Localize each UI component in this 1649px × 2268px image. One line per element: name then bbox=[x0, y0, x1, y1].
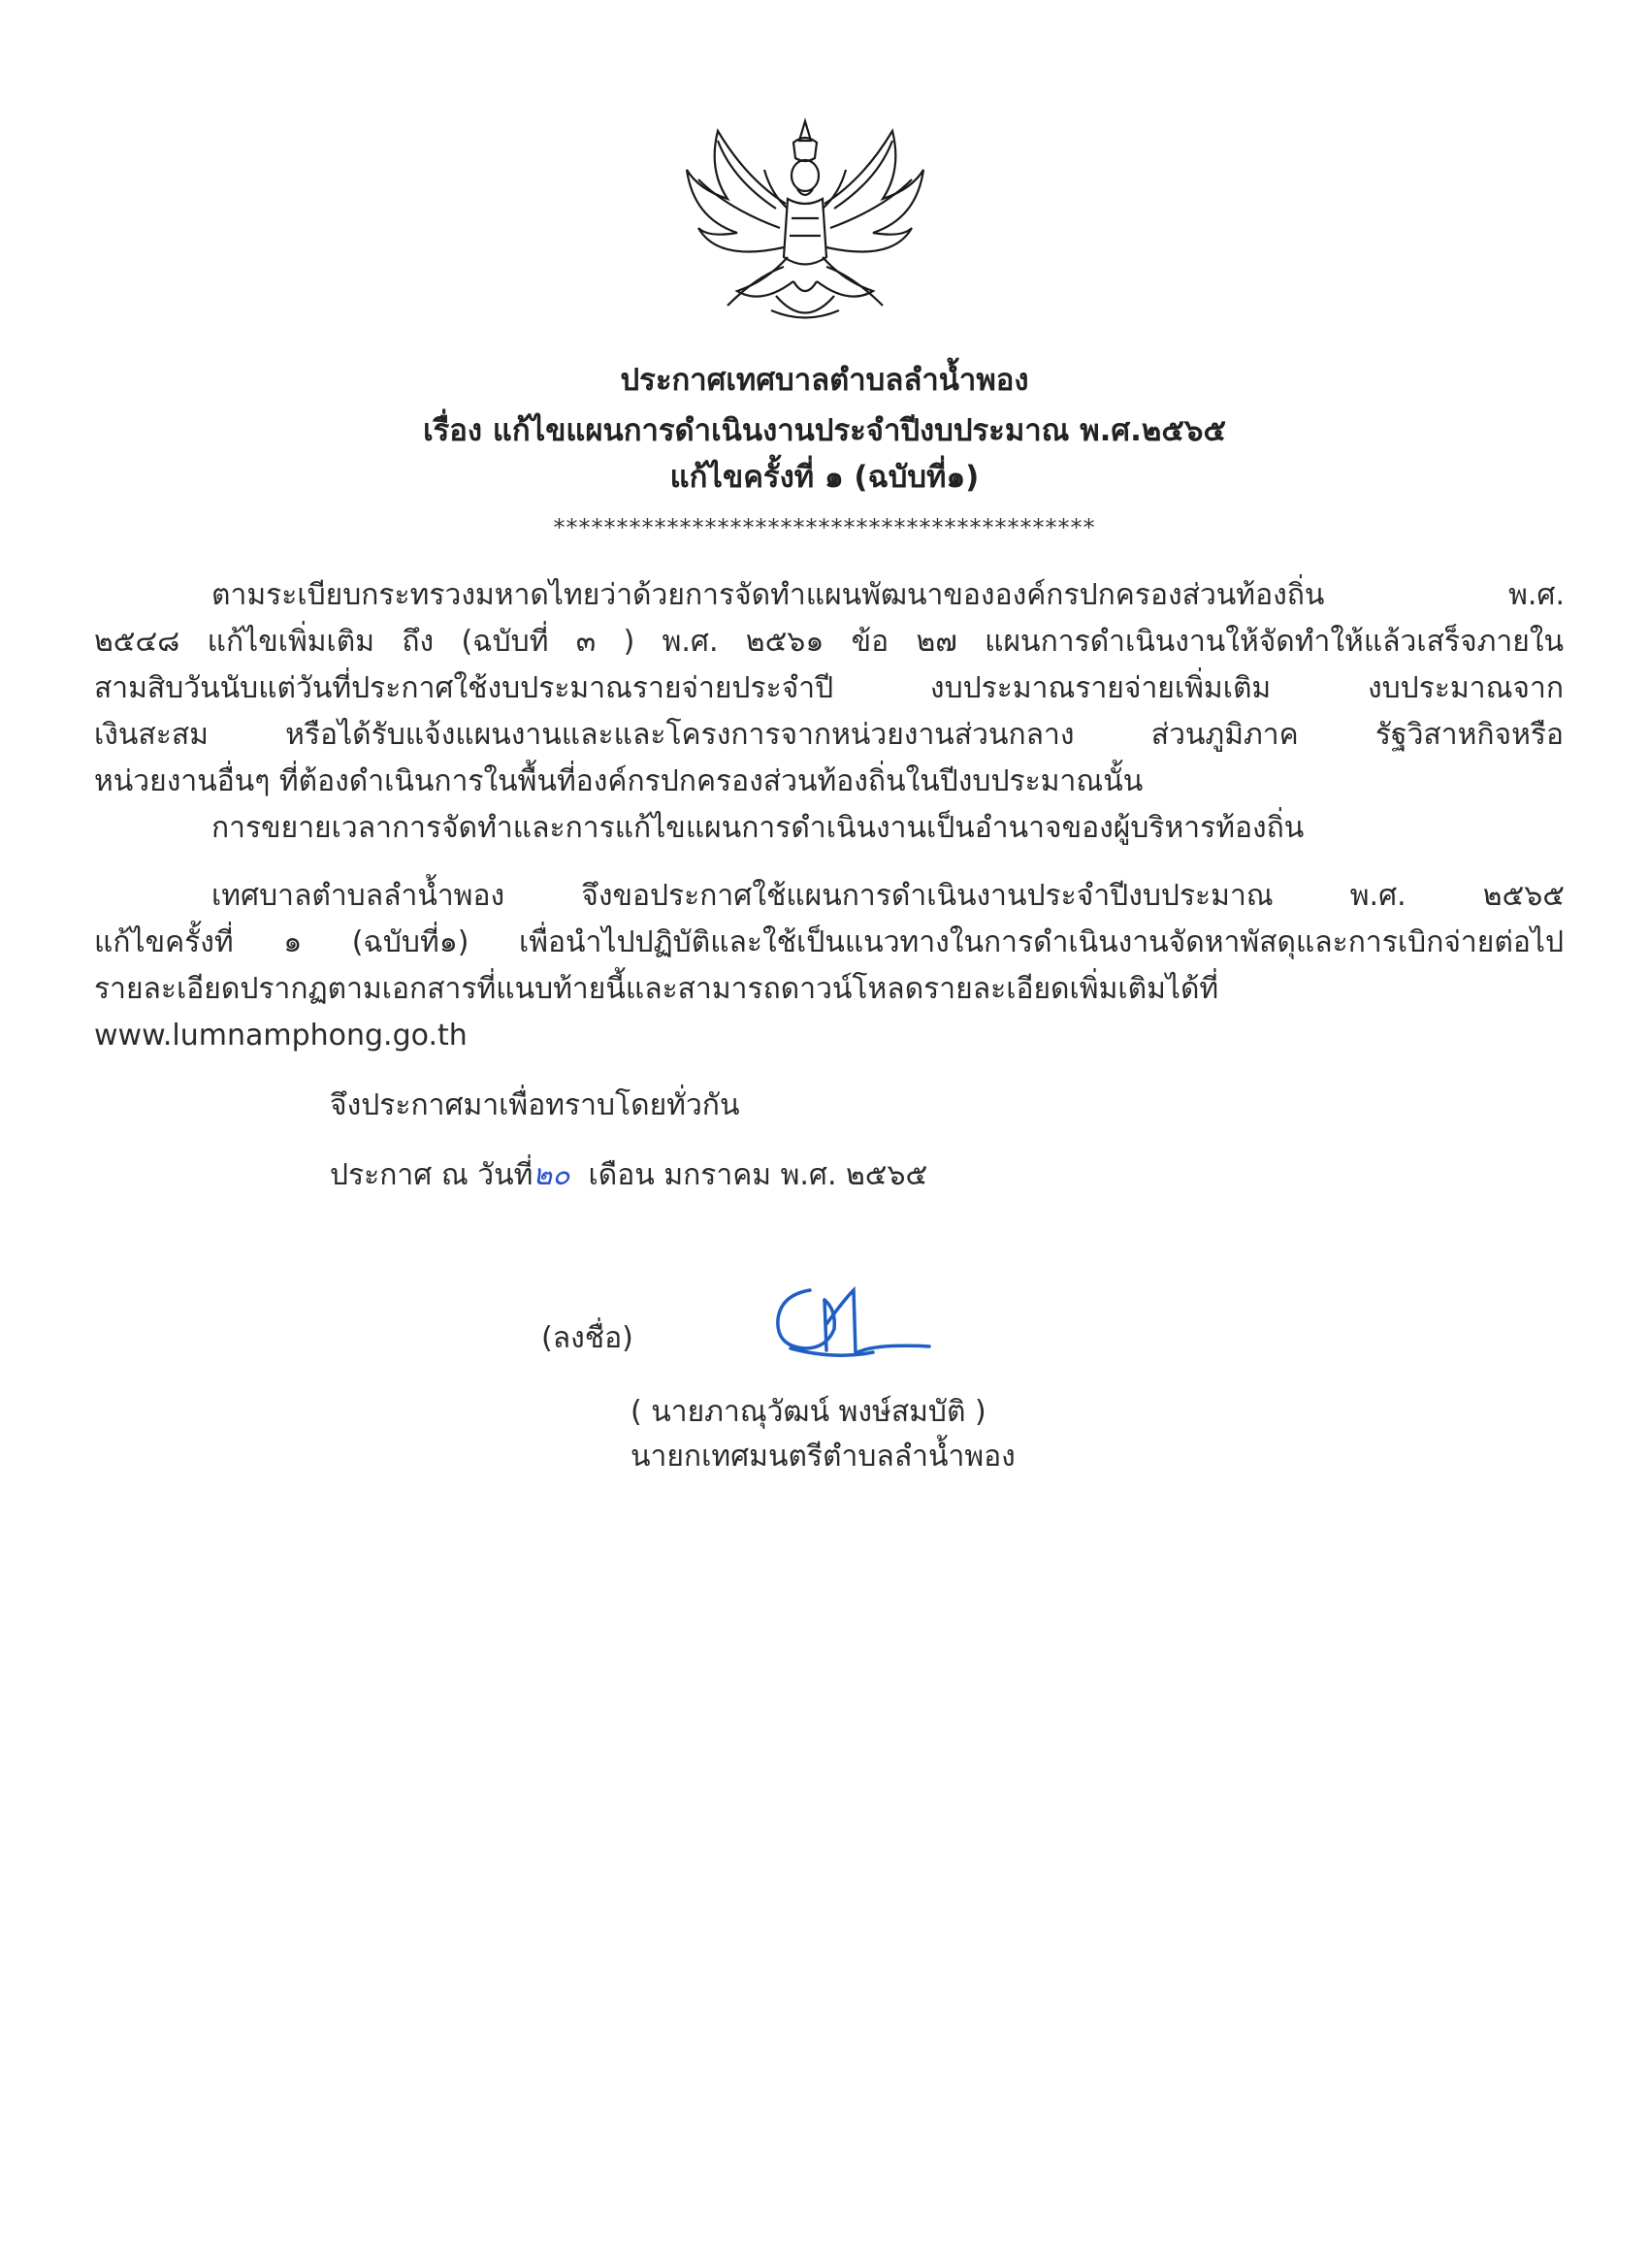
closing-text: จึงประกาศมาเพื่อทราบโดยทั่วกัน bbox=[330, 1088, 740, 1122]
announcement-subject: เรื่อง แก้ไขแผนการดำเนินงานประจำปีงบประมาณ พ.ศ.๒๕๖๕ bbox=[423, 413, 1226, 448]
para2-line: การขยายเวลาการจัดทำและการแก้ไขแผนการดำเนินงานเป็นอำนาจของผู้บริหารท้องถิ่น bbox=[211, 811, 1305, 845]
para3-line-3: รายละเอียดปรากฏตามเอกสารที่แนบท้ายนี้และสามารถดาวน์โหลดรายละเอียดเพิ่มเติมได้ที่ bbox=[94, 972, 1219, 1006]
para3-line-1: เทศบาลตำบลลำน้ำพอง จึงขอประกาศใช้แผนการดำเนินงานประจำปีงบประมาณ พ.ศ. ๒๕๖๕ bbox=[211, 879, 1565, 913]
announcement-title: ประกาศเทศบาลตำบลลำน้ำพอง bbox=[620, 363, 1029, 398]
asterisk-divider: ******************************************* bbox=[553, 514, 1096, 541]
announce-day: ๒๐ bbox=[533, 1158, 570, 1192]
para3-line-2: แก้ไขครั้งที่ ๑ (ฉบับที่๑) เพื่อนำไปปฏิบัติและใช้เป็นแนวทางในการดำเนินงานจัดหาพัสดุและการเบิกจ่ายต่อไป bbox=[94, 925, 1564, 959]
website-link[interactable]: www.lumnamphong.go.th bbox=[94, 1019, 468, 1053]
signer-position: นายกเทศมนตรีตำบลลำน้ำพอง bbox=[630, 1440, 1016, 1474]
para1-line-1: ตามระเบียบกระทรวงมหาดไทยว่าด้วยการจัดทำแผนพัฒนาขององค์กรปกครองส่วนท้องถิ่น พ.ศ. bbox=[211, 578, 1565, 612]
para1-line-4: เงินสะสม หรือได้รับแจ้งแผนงานและและโครงการจากหน่วยงานส่วนกลาง ส่วนภูมิภาค รัฐวิสาหกิจหรือ bbox=[94, 718, 1564, 752]
signature-scribble-icon bbox=[766, 1271, 941, 1368]
signature-label: (ลงชื่อ) bbox=[541, 1321, 633, 1355]
garuda-emblem-icon bbox=[679, 112, 931, 330]
announcement-revision: แก้ไขครั้งที่ ๑ (ฉบับที่๑) bbox=[669, 460, 980, 495]
para1-line-5: หน่วยงานอื่นๆ ที่ต้องดำเนินการในพื้นที่องค์กรปกครองส่วนท้องถิ่นในปีงบประมาณนั้น bbox=[94, 764, 1144, 798]
announce-date-suffix: เดือน มกราคม พ.ศ. ๒๕๖๕ bbox=[588, 1158, 928, 1192]
para1-line-3: สามสิบวันนับแต่วันที่ประกาศใช้งบประมาณรายจ่ายประจำปี งบประมาณรายจ่ายเพิ่มเติม งบประมาณจาก bbox=[94, 671, 1564, 705]
announce-date bbox=[330, 1156, 927, 1195]
para1-line-2: ๒๕๔๘ แก้ไขเพิ่มเติม ถึง (ฉบับที่ ๓ ) พ.ศ. ๒๕๖๑ ข้อ ๒๗ แผนการดำเนินงานให้จัดทำให้แล้วเสร็จภายใน bbox=[94, 625, 1564, 659]
signer-name: ( นายภาณุวัฒน์ พงษ์สมบัติ ) bbox=[630, 1395, 986, 1429]
announce-date-prefix: ประกาศ ณ วันที่ bbox=[330, 1158, 534, 1192]
